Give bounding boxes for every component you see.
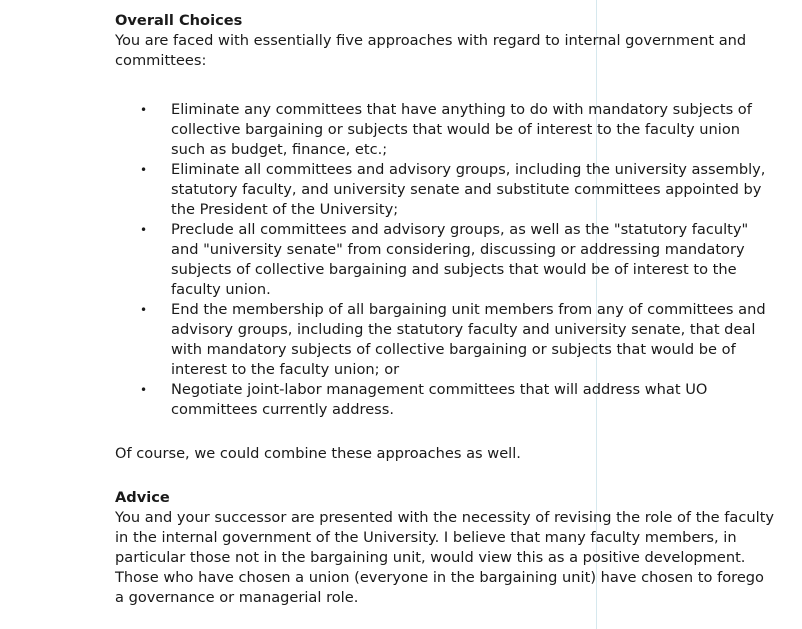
list-item-text: End the membership of all bargaining unit members from any of committees and advisory groups, including the statutory faculty and university senate, that deal with mandatory subjects of collective bargaining or subjects that would be of interest to the faculty union; or [171,301,766,378]
list-item [115,380,775,420]
bullet-icon: • [140,303,148,317]
list-item [115,160,775,220]
list-item [115,100,775,160]
approaches-list [115,100,775,420]
advice-paragraph: You and your successor are presented with the necessity of revising the role of the faculty in the internal government of the University. I believe that many faculty members, in particular those not in the bargaining unit, would view this as a positive development. Those who have chosen a union (everyone in the bargaining unit) have chosen to forego a governance or managerial role. [115,509,775,606]
bullet-icon: • [140,163,148,177]
list-item-text: Preclude all committees and advisory groups, as well as the "statutory faculty" and "university senate" from considering, discussing or addressing mandatory subjects of collective bargaining and subjects that would be of interest to the faculty union. [171,221,749,298]
closing-paragraph: Of course, we could combine these approaches as well. [115,445,521,462]
list-item-text: Eliminate any committees that have anything to do with mandatory subjects of collective bargaining or subjects that would be of interest to the faculty union such as budget, finance, etc.; [171,101,752,158]
section-heading-overall-choices: Overall Choices [115,12,243,29]
list-item-text: Eliminate all committees and advisory groups, including the university assembly, statutory faculty, and university senate and substitute committees appointed by the President of the University; [171,161,766,218]
list-item-text: Negotiate joint-labor management committees that will address what UO committees currently address. [171,381,708,418]
document-page [115,11,775,608]
bullet-icon: • [140,223,148,237]
section-heading-advice: Advice [115,489,170,506]
list-item [115,220,775,300]
bullet-icon: • [140,103,148,117]
bullet-icon: • [140,383,148,397]
list-item [115,300,775,380]
intro-paragraph: You are faced with essentially five approaches with regard to internal government and committees: [115,32,747,69]
